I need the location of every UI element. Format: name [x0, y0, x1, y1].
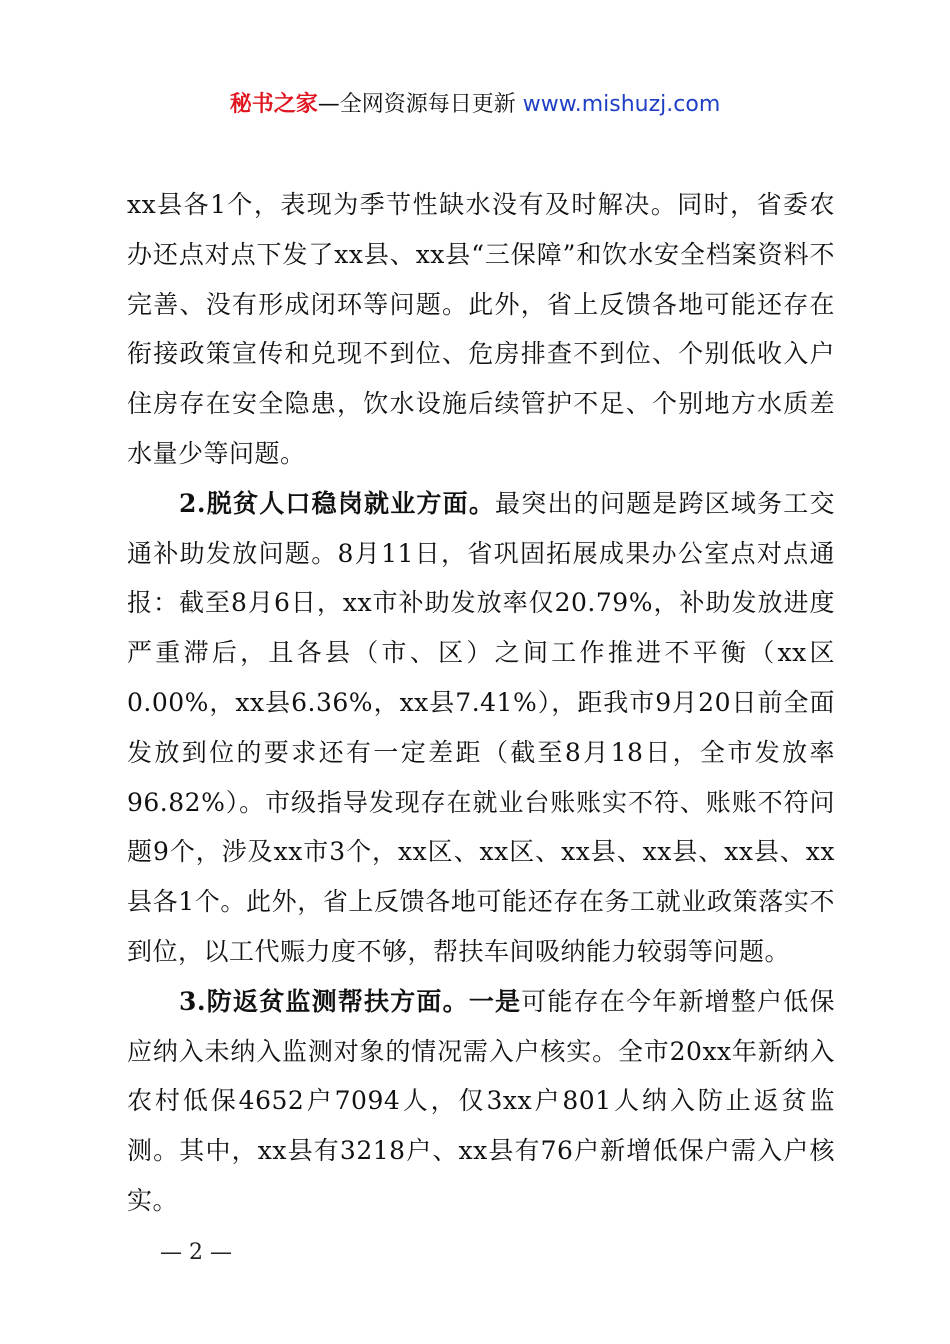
paragraph-2	[127, 479, 835, 977]
site-url-link[interactable]: www.mishuzj.com	[522, 92, 721, 117]
paragraph-2-text: 最突出的问题是跨区域务工交通补助发放问题。8月11日，省巩固拓展成果办公室点对点通报：截至8月6日，xx市补助发放率仅20.79%，补助发放进度严重滞后，且各县（市、区）之间工作推进不平衡（xx区0.00%，xx县6.36%，xx县7.41%），距我市9月20日前全面发放到位的要求还有一定差距（截至8月18日，全市发放率96.82%）。市级指导发现存在就业台账账实不符、账账不符问题9个，涉及xx市3个，xx区、xx区、xx县、xx县、xx县、xx县各1个。此外，省上反馈各地可能还存在务工就业政策落实不到位，以工代赈力度不够，帮扶车间吸纳能力较弱等问题。	[127, 488, 835, 966]
paragraph-3-lead: 一是	[468, 986, 522, 1016]
site-header	[0, 88, 950, 122]
paragraph-1	[127, 180, 835, 479]
paragraph-3	[127, 977, 835, 1226]
page-number: — 2 —	[160, 1240, 232, 1265]
paragraph-3-heading: 3.防返贫监测帮扶方面。	[179, 986, 469, 1016]
site-slogan: —全网资源每日更新	[317, 92, 516, 117]
paragraph-3-text: 可能存在今年新增整户低保应纳入未纳入监测对象的情况需入户核实。全市20xx年新纳入农村低保4652户7094人，仅3xx户801人纳入防止返贫监测。其中，xx县有3218户、xx县有76户新增低保户需入户核实。	[127, 986, 835, 1215]
paragraph-1-text: xx县各1个，表现为季节性缺水没有及时解决。同时，省委农办还点对点下发了xx县、xx县“三保障”和饮水安全档案资料不完善、没有形成闭环等问题。此外，省上反馈各地可能还存在衔接政策宣传和兑现不到位、危房排查不到位、个别低收入户住房存在安全隐患，饮水设施后续管护不足、个别地方水质差水量少等问题。	[127, 190, 835, 468]
paragraph-2-heading: 2.脱贫人口稳岗就业方面。	[179, 488, 496, 518]
document-body	[127, 180, 835, 1226]
site-brand: 秘书之家	[229, 92, 318, 117]
